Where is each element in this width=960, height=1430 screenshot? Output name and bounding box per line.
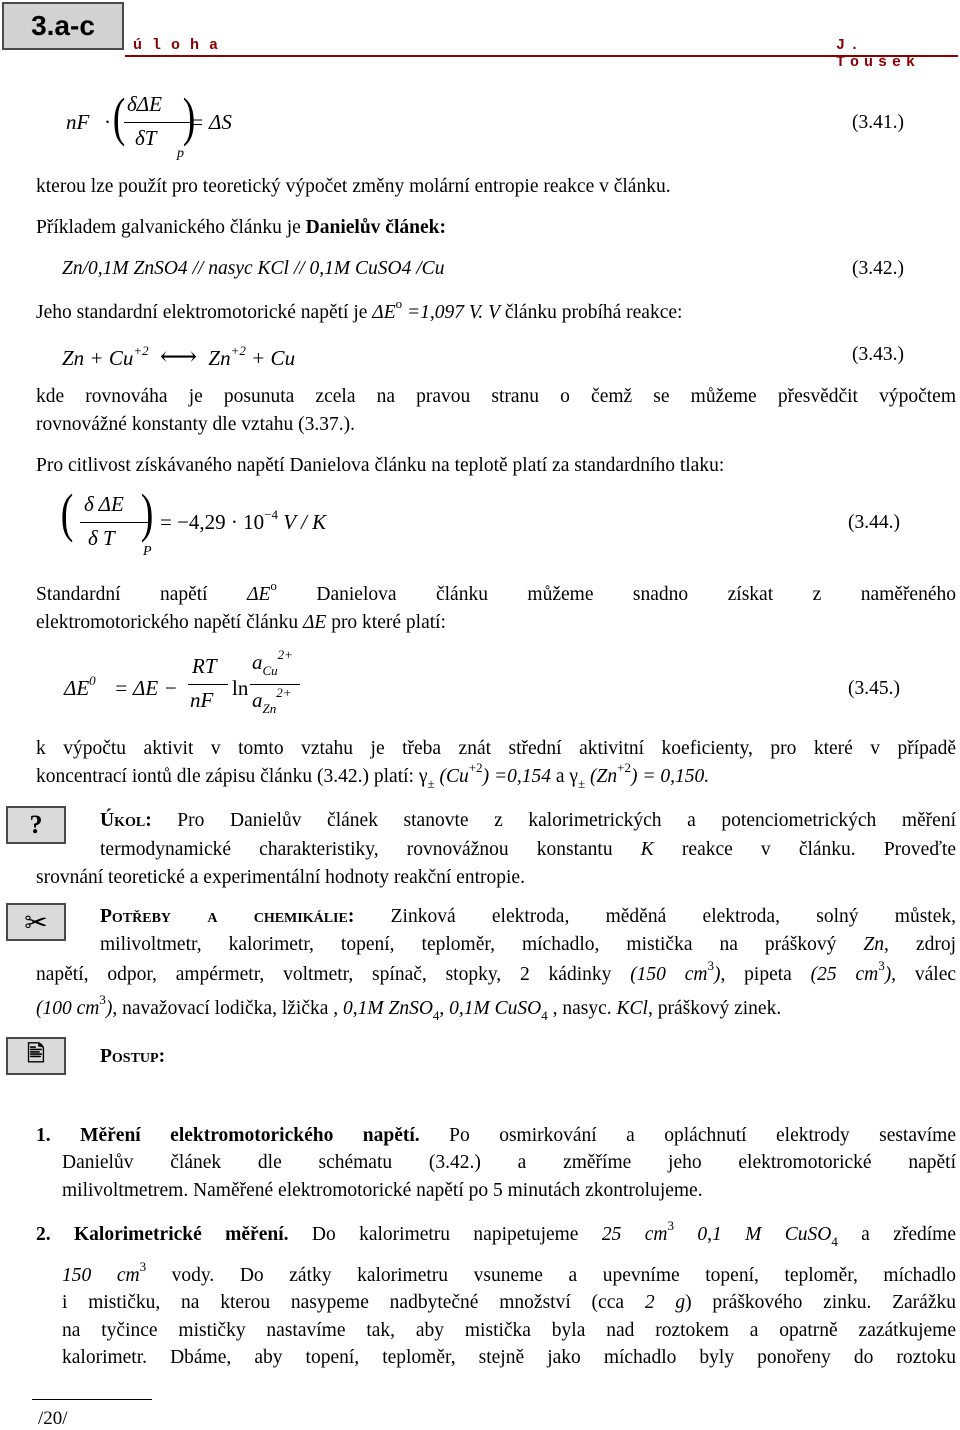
reaction-equation: $Zn + Cu^{+2}$ ⟷ $Zn^{+2} + Cu$ [62,342,296,371]
eq-subscript: P [143,544,152,559]
equation-number: (3.45.) [848,678,900,699]
eq-denominator: $a_{Zn}^{2+}$ [252,685,292,716]
procedure-heading: Postup: [100,1046,166,1067]
paragraph: kde rovnováha je posunuta zcela na pravou stranu o čemž se můžeme přesvědčit výpočtem [36,386,956,407]
equation-3-41: nF · ( δΔE δT ) p = ΔS (3.41.) [66,87,904,161]
paragraph: koncentrací iontů dle zápisu článku (3.42.) platí: $\gamma_\pm$ $(Cu^{+2}) =0,154$ a $\gamma_\pm$ $(Zn^{+2}) = 0,150$. [36,760,710,791]
task-paragraph: termodynamické charakteristiky, rovnovážnou konstantu K reakce v článku. Proveďte [100,839,956,860]
paragraph: Pro citlivost získávaného napětí Danielova článku na teplotě platí za standardního tlaku: [36,455,725,476]
eq-rhs: = ΔS [190,110,232,134]
header-task-label: úloha [133,37,229,54]
question-icon: ? [6,806,66,844]
section-badge: 3.a-c [2,2,124,50]
eq-term: nF [66,110,90,134]
paragraph: Jeho standardní elektromotorické napětí je $\Delta E^o =1,097$ V. V článku probíhá reakce: [36,296,683,323]
paragraph: kterou lze použít pro teoretický výpočet změny molární entropie reakce v článku. [36,176,671,197]
eq-rhs: = $-4,29 \cdot 10^{-4}$ V / K [160,507,327,534]
document-icon: 🖹 [6,1037,66,1075]
eq-term: ln [232,676,249,700]
eq-denominator: δT [135,126,157,150]
step-paragraph: 150 $cm^3$ vody. Do zátky kalorimetru vsuneme a upevníme topení, teploměr, míchadlo [62,1259,956,1286]
needs-paragraph: (100 $cm^3$), navažovací lodička, lžička , 0,1M ZnSO$_4$, 0,1M CuSO$_4$ , nasyc. KCl, práškový zinek. [36,992,782,1023]
needs-paragraph: milivoltmetr, kalorimetr, topení, teploměr, míchadlo, mistička na práškový Zn, zdroj [100,934,956,955]
task-paragraph: Úkol: Pro Danielův článek stanovte z kalorimetrických a potenciometrických měření [100,810,956,831]
eq-denominator: δ T [88,526,115,550]
equation-number: (3.44.) [848,512,900,533]
task-paragraph: srovnání teoretické a experimentální hodnoty reakční entropie. [36,867,525,888]
step-paragraph: 2. Kalorimetrické měření. Do kalorimetru napipetujeme 25 $cm^3$ 0,1 M CuSO$_4$ a zředíme [36,1218,957,1249]
step-paragraph: milivoltmetrem. Naměřené elektromotorické napětí po 5 minutách zkontrolujeme. [62,1180,703,1201]
eq-numerator: RT [192,654,217,678]
header-author: J. Toušek [836,37,921,71]
equation-number: (3.43.) [852,344,904,365]
page-number: /20/ [38,1408,68,1429]
paragraph: Příkladem galvanického článku je Danielův článek: [36,217,446,238]
equation-3-45 [62,647,960,730]
step-paragraph: Danielův článek dle schématu (3.42.) a změříme jeho elektromotorické napětí [62,1152,956,1173]
step-paragraph: 1. Měření elektromotorického napětí. Po osmirkování a opláchnutí elektrody sestavíme [36,1125,956,1146]
step-paragraph: na tyčince mističky nastavíme tak, aby mistička byla nad roztokem a opatrně zazátkujeme [62,1320,956,1341]
eq-term: = ΔE − [114,676,178,700]
cell-scheme: Zn/0,1M ZnSO4 // nasyc KCl // 0,1M CuSO4 /Cu [62,258,445,279]
needs-paragraph: Potřeby a chemikálie: Zinková elektroda, měděná elektroda, solný můstek, [100,906,956,927]
footer-rule [32,1399,152,1400]
eq-denominator: nF [190,688,214,712]
eq-subscript: p [177,146,184,161]
step-paragraph: kalorimetr. Dbáme, aby topení, teploměr, stejně jako míchadlo byly ponořeny do roztoku [62,1347,956,1368]
equation-3-44: ( δ ΔE δ T ) P = $-4,29 \cdot 10^{-4}$ V / K (3.44.) [60,483,900,559]
scissors-icon: ✂ [6,903,66,941]
equation-number: (3.41.) [852,112,904,133]
eq-numerator: $a_{Cu}^{2+}$ [252,647,293,678]
paragraph: rovnovážné konstanty dle vztahu (3.37.). [36,414,355,435]
eq-numerator: δ ΔE [84,492,124,516]
needs-paragraph: napětí, odpor, ampérmetr, voltmetr, spínač, stopky, 2 kádinky (150 $cm^3$), pipeta (25 $cm^3$), válec [36,958,957,985]
eq-numerator: δΔE [127,92,162,116]
equation-number: (3.42.) [852,258,904,279]
paragraph: k výpočtu aktivit v tomto vztahu je třeba znát střední aktivitní koeficienty, pro které v případě [36,738,956,759]
eq-lhs: $\Delta E^0$ [64,673,96,700]
header-rule [125,55,958,57]
paragraph: elektromotorického napětí článku ΔE pro které platí: [36,612,446,633]
paragraph: Standardní napětí $\Delta E^o$ Danielova článku můžeme snadno získat z naměřeného [36,578,956,605]
step-paragraph: i mističku, na kterou nasypeme nadbytečné množství (cca 2 g) práškového zinku. Zarážku [62,1292,956,1313]
